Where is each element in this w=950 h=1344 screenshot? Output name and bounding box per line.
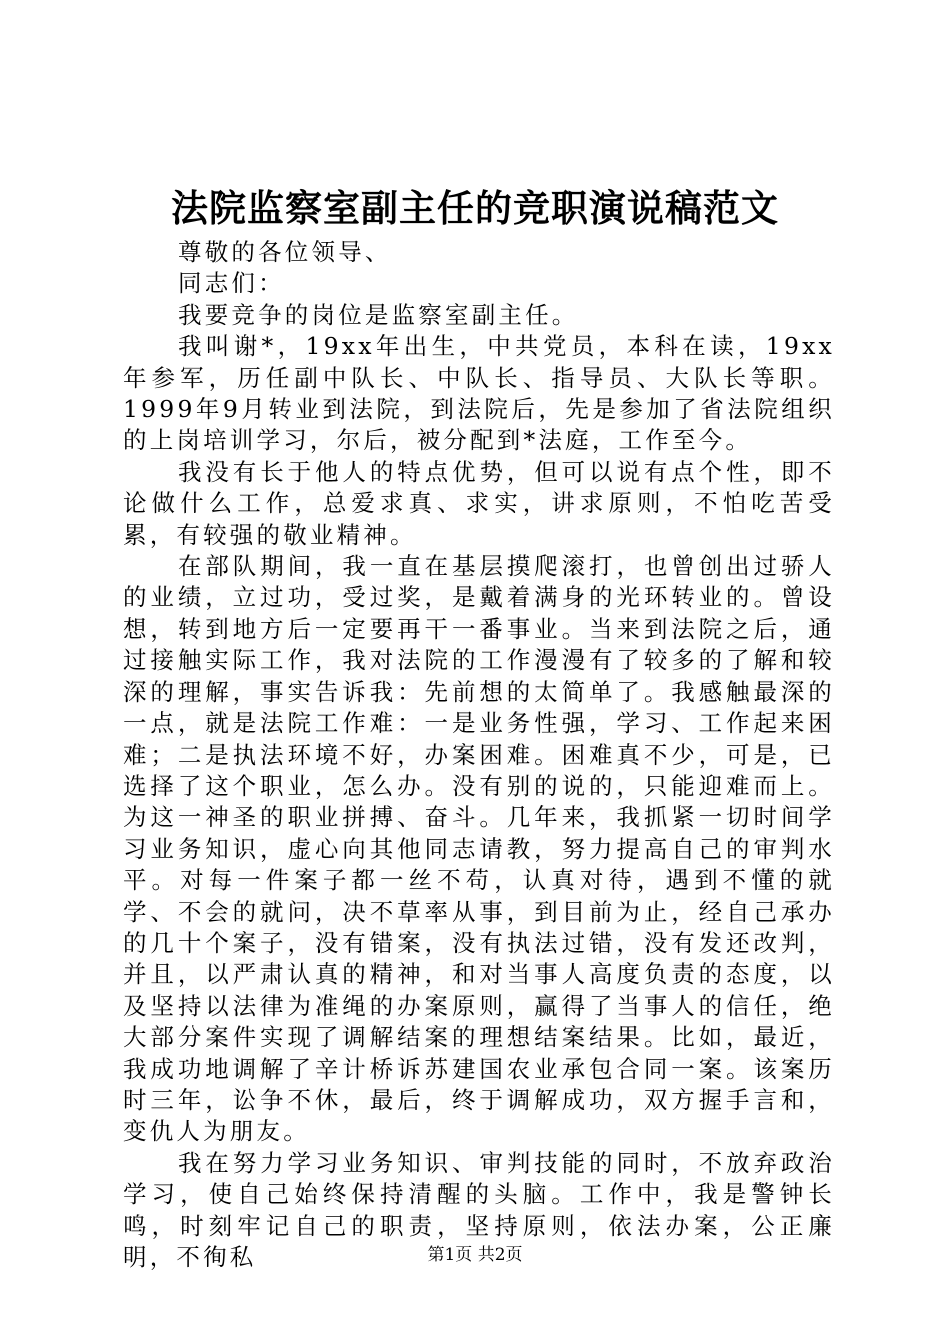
- paragraph: 我没有长于他人的特点优势，但可以说有点个性，即不论做什么工作，总爱求真、求实，讲求原则，不怕吃苦受累，有较强的敬业精神。: [123, 457, 835, 549]
- salutation-line-2: 同志们：: [178, 269, 285, 298]
- paragraph: 我要竞争的岗位是监察室副主任。: [178, 300, 579, 329]
- page-footer: 第1页 共2页: [427, 1245, 523, 1265]
- page-title: 法院监察室副主任的竞职演说稿范文: [171, 186, 779, 230]
- paragraph: 在部队期间，我一直在基层摸爬滚打，也曾创出过骄人的业绩，立过功，受过奖，是戴着满身的光环转业的。曾设想，转到地方后一定要再干一番事业。当来到法院之后，通过接触实际工作，我对法院的工作漫漫有了较多的了解和较深的理解，事实告诉我：先前想的太简单了。我感触最深的一点，就是法院工作难：一是业务性强，学习、工作起来困难；二是执法环境不好，办案困难。困难真不少，可是，已选择了这个职业，怎么办。没有别的说的，只能迎难而上。为这一神圣的职业拼搏、奋斗。几年来，我抓紧一切时间学习业务知识，虚心向其他同志请教，努力提高自己的审判水平。对每一件案子都一丝不苟，认真对待，遇到不懂的就学、不会的就问，决不草率从事，到目前为止，经自己承办的几十个案子，没有错案，没有执法过错，没有发还改判，并且，以严肃认真的精神，和对当事人高度负责的态度，以及坚持以法律为准绳的办案原则，赢得了当事人的信任，绝大部分案件实现了调解结案的理想结案结果。比如，最近，我成功地调解了辛计桥诉苏建国农业承包合同一案。该案历时三年，讼争不休，最后，终于调解成功，双方握手言和，变仇人为朋友。: [123, 552, 835, 1146]
- paragraph: 我叫谢*，19xx年出生，中共党员，本科在读，19xx年参军，历任副中队长、中队长、指导员、大队长等职。1999年9月转业到法院，到法院后，先是参加了省法院组织的上岗培训学习，尔后，被分配到*法庭，工作至今。: [123, 332, 835, 455]
- salutation-line-1: 尊敬的各位领导、: [178, 238, 392, 266]
- paragraph: 我在努力学习业务知识、审判技能的同时，不放弃政治学习，使自己始终保持清醒的头脑。工作中，我是警钟长鸣，时刻牢记自己的职责，坚持原则，依法办案，公正廉明，不徇私: [123, 1148, 835, 1271]
- document-body: [123, 237, 835, 1273]
